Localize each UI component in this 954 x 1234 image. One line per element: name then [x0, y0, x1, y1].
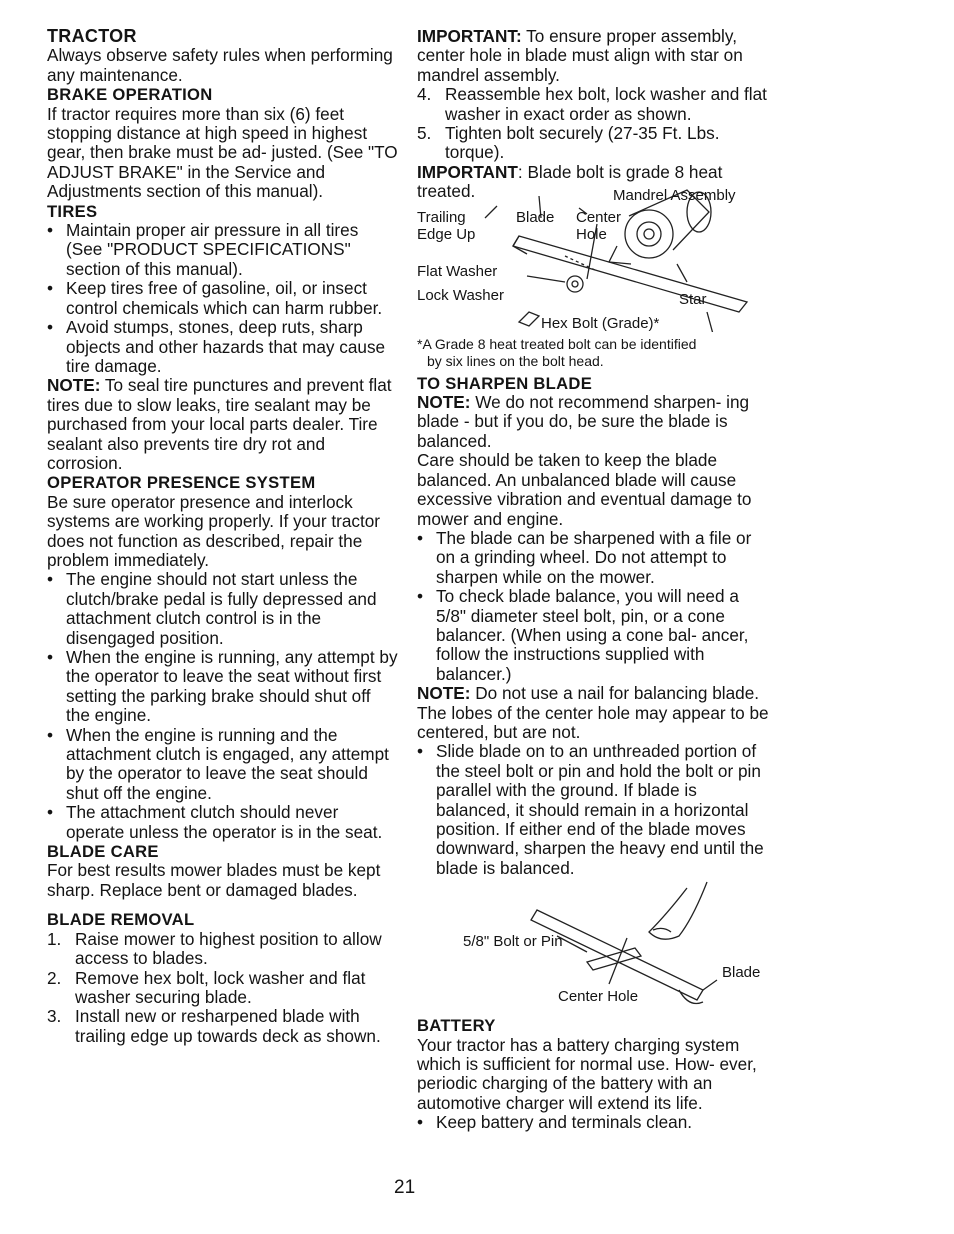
mandrel-assembly-figure	[417, 184, 769, 332]
blade-label: Blade	[516, 208, 555, 226]
star-label: Star	[679, 290, 707, 308]
list-item: • The engine should not start unless the clutch/brake pedal is fully depressed and attachment clutch control is in the disengaged position.	[47, 570, 399, 648]
battery-list	[417, 1113, 769, 1132]
important-text: : Blade bolt is grade 8 heat treated.	[417, 161, 723, 202]
assembly-steps	[417, 85, 769, 163]
step-number: 3.	[47, 1006, 62, 1027]
list-item: • When the engine is running, any attempt by the operator to leave the seat without first setting the parking brake should shut off the engine.	[47, 648, 399, 726]
tractor-text: Always observe safety rules when performing any maintenance.	[47, 45, 393, 85]
list-item	[417, 124, 769, 163]
brake-heading: BRAKE OPERATION	[47, 85, 213, 105]
step-text: Tighten bolt securely (27-35 Ft. Lbs. torque).	[445, 123, 720, 163]
list-item: • Slide blade on to an unthreaded portion of the steel bolt or pin and hold the bolt or pin parallel with the ground. If blade is balanced, it should remain in a horizontal position. If either end of the blade moves downward, sharpen the heavy end until the blade is balanced.	[417, 742, 769, 878]
important-label: IMPORTANT:	[417, 26, 522, 46]
hole-label: Hole	[576, 225, 607, 243]
list-item: • To check blade balance, you will need a 5/8" diameter steel bolt, pin, or a cone balancer. (When using a cone bal- ancer, follow the instructions supplied with balancer.)	[417, 587, 769, 684]
blade-care-heading: BLADE CARE	[47, 842, 159, 862]
ops-list	[47, 570, 399, 842]
step-number: 5.	[417, 123, 432, 144]
sharpen-list	[417, 529, 769, 684]
note-label: NOTE:	[417, 683, 471, 704]
step-text: Raise mower to highest position to allow access to blades.	[75, 928, 382, 969]
note-text: To seal tire punctures and prevent flat tires due to slow leaks, tire sealant may be purchased from your local parts dealer. Tire sealant also prevents tire dry rot and corrosion.	[47, 375, 392, 473]
sharpen-text: Care should be taken to keep the blade balanced. An unbalanced blade will cause excessive vibration and eventual damage to mower and engine.	[417, 450, 752, 529]
list-item	[47, 930, 399, 969]
footnote-line-2: by six lines on the bolt head.	[427, 352, 604, 369]
footnote-line-1: *A Grade 8 heat treated bolt can be identified	[417, 335, 697, 352]
left-column	[47, 27, 399, 1046]
tires-note	[47, 376, 399, 473]
step-number: 1.	[47, 928, 62, 949]
bolt-or-pin-label: 5/8" Bolt or Pin	[463, 933, 563, 951]
important-note-1	[417, 27, 769, 85]
step-number: 4.	[417, 84, 432, 105]
note-text: Do not use a nail for balancing blade. The lobes of the center hole may appear to be centered, but are not.	[417, 683, 769, 742]
blade-label: Blade	[722, 964, 761, 982]
blade-removal-steps	[47, 930, 399, 1046]
battery-heading: BATTERY	[417, 1016, 496, 1036]
center-label: Center	[576, 208, 622, 226]
mandrel-assembly-label: Mandrel Assembly	[613, 186, 736, 204]
list-item: • When the engine is running and the attachment clutch is engaged, any attempt by the operator to leave the seat should shut off the engine.	[47, 726, 399, 804]
step-number: 2.	[47, 967, 62, 988]
blade-balance-figure	[417, 878, 769, 1016]
balance-list	[417, 742, 769, 878]
list-item: • The blade can be sharpened with a file or on a grinding wheel. Do not attempt to sharpen while on the mower.	[417, 529, 769, 587]
blade-removal-heading: BLADE REMOVAL	[47, 910, 195, 930]
list-item: • The attachment clutch should never operate unless the operator is in the seat.	[47, 803, 399, 842]
flat-washer-label: Flat Washer	[417, 262, 498, 280]
edge-up-label: Edge Up	[417, 225, 476, 243]
list-item	[417, 85, 769, 124]
note-label: NOTE:	[47, 375, 101, 396]
tractor-heading: TRACTOR	[47, 26, 137, 46]
ops-heading: OPERATOR PRESENCE SYSTEM	[47, 473, 316, 493]
step-text: Remove hex bolt, lock washer and flat washer securing blade.	[75, 967, 366, 1007]
sharpen-note-2	[417, 684, 769, 742]
important-text: To ensure proper assembly, center hole in blade must align with star on mandrel assembly.	[417, 26, 743, 85]
list-item: • Maintain proper air pressure in all tires (See "PRODUCT SPECIFICATIONS" section of this manual).	[47, 221, 399, 279]
step-text: Install new or resharpened blade with trailing edge up towards deck as shown.	[75, 1006, 381, 1046]
note-label: NOTE:	[417, 392, 471, 413]
footnote	[417, 336, 769, 370]
brake-text: If tractor requires more than six (6) feet stopping distance at high speed in highest gear, then brake must be ad- justed. (See "TO ADJUST BRAKE" in the Service and Adjustments section of this manual).	[47, 103, 398, 202]
list-item	[47, 969, 399, 1008]
mandrel-assembly-drawing	[417, 184, 769, 332]
list-item: • Keep tires free of gasoline, oil, or insect control chemicals which can harm rubber.	[47, 279, 399, 318]
list-item: • Keep battery and terminals clean.	[417, 1113, 769, 1132]
ops-text: Be sure operator presence and interlock systems are working properly. If your tractor does not function as described, repair the problem immediately.	[47, 491, 381, 570]
center-hole-label: Center Hole	[558, 988, 639, 1006]
lock-washer-label: Lock Washer	[417, 286, 504, 304]
sharpen-heading: TO SHARPEN BLADE	[417, 373, 593, 393]
tires-list	[47, 221, 399, 376]
note-text: We do not recommend sharpen- ing blade - but if you do, be sure the blade is balanced.	[417, 392, 750, 451]
hex-bolt-label: Hex Bolt (Grade)*	[541, 314, 660, 332]
sharpen-note-1	[417, 393, 769, 451]
list-item	[47, 1007, 399, 1046]
page-number: 21	[394, 1177, 416, 1198]
trailing-label: Trailing	[417, 208, 466, 226]
step-text: Reassemble hex bolt, lock washer and flat washer in exact order as shown.	[445, 84, 767, 124]
list-item: • Avoid stumps, stones, deep ruts, sharp objects and other hazards that may cause tire damage.	[47, 318, 399, 376]
battery-text: Your tractor has a battery charging system which is sufficient for normal use. How- ever, periodic charging of the battery with an automotive charger will extend its life.	[417, 1034, 757, 1113]
blade-care-text: For best results mower blades must be kept sharp. Replace bent or damaged blades.	[47, 860, 381, 900]
important-label: IMPORTANT	[417, 161, 518, 182]
right-column	[417, 27, 769, 1133]
tires-heading: TIRES	[47, 201, 98, 221]
